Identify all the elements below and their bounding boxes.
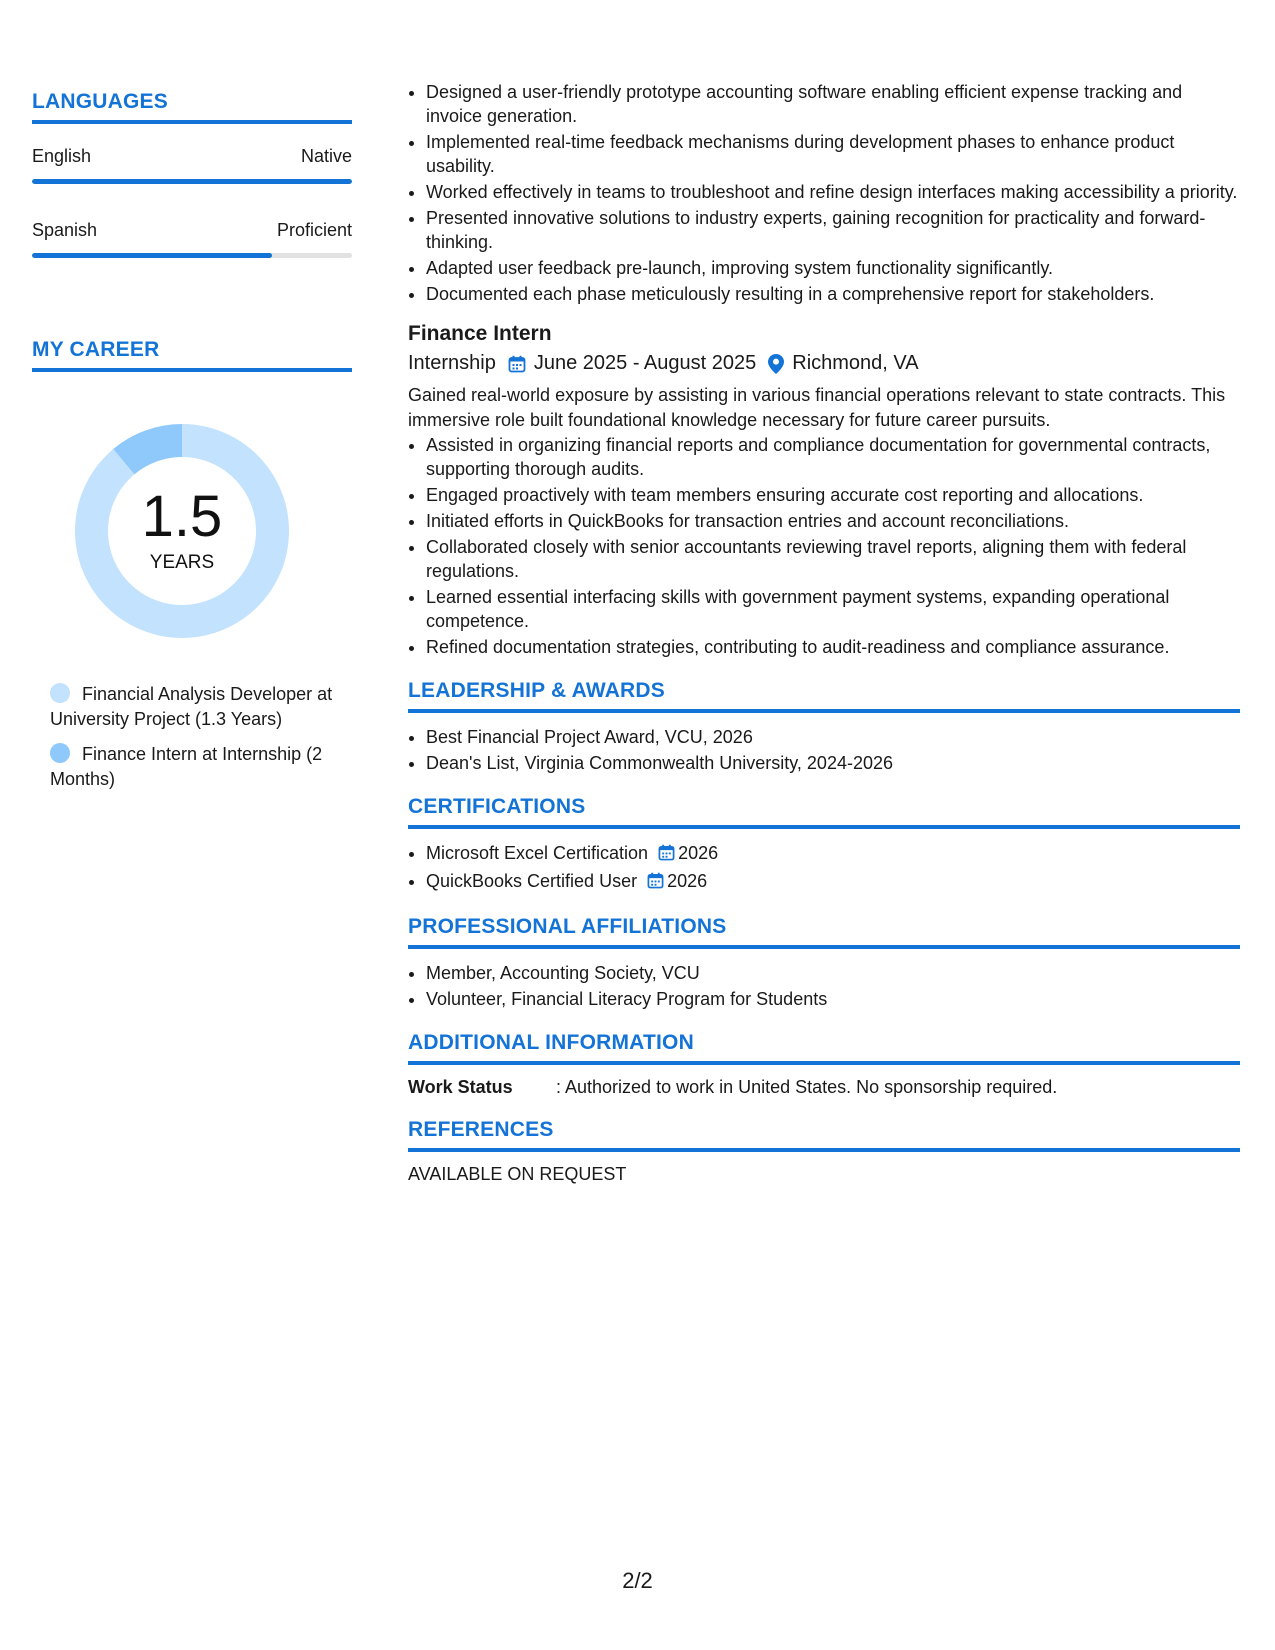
list-item: • Collaborated closely with senior accountants reviewing travel reports, aligning them with federal regulations. <box>426 535 1240 583</box>
list-item: • Assisted in organizing financial reports and compliance documentation for governmental contracts, supporting thorough audits. <box>426 433 1240 481</box>
list-item: • Learned essential interfacing skills with government payment systems, expanding operational competence. <box>426 585 1240 633</box>
additional-info-section <box>408 1031 1240 1098</box>
career-heading: MY CAREER <box>32 338 352 372</box>
references-heading: REFERENCES <box>408 1118 1240 1152</box>
sidebar <box>32 90 352 802</box>
list-item: • Documented each phase meticulously resulting in a comprehensive report for stakeholders. <box>426 282 1240 306</box>
legend-dot <box>50 743 70 763</box>
job-company: Internship <box>408 352 496 374</box>
job-location: Richmond, VA <box>792 352 919 374</box>
list-item: • Implemented real-time feedback mechanisms during development phases to enhance product usability. <box>426 130 1240 178</box>
certifications-section <box>408 795 1240 895</box>
list-item: • Presented innovative solutions to industry experts, gaining recognition for practicality and forward-thinking. <box>426 206 1240 254</box>
references-text: AVAILABLE ON REQUEST <box>408 1164 627 1184</box>
job-title: Finance Intern <box>408 322 552 345</box>
certifications-heading: CERTIFICATIONS <box>408 795 1240 829</box>
language-name: English <box>32 146 92 166</box>
list-item: • Designed a user-friendly prototype accounting software enabling efficient expense tracking and invoice generation. <box>426 80 1240 128</box>
work-status-label: Work Status <box>408 1077 513 1097</box>
list-item <box>426 841 1240 867</box>
main-content <box>408 80 1240 1185</box>
leadership-heading: LEADERSHIP & AWARDS <box>408 679 1240 713</box>
list-item: • Engaged proactively with team members ensuring accurate cost reporting and allocations. <box>426 483 1240 507</box>
language-proficiency-bar <box>32 253 352 258</box>
leadership-section <box>408 679 1240 775</box>
languages-heading: LANGUAGES <box>32 90 352 124</box>
job-dates: June 2025 - August 2025 <box>533 352 757 374</box>
job-entry <box>408 322 1240 659</box>
references-section <box>408 1118 1240 1185</box>
previous-job-bullets <box>408 80 1240 306</box>
language-item <box>32 220 352 258</box>
list-item: • Adapted user feedback pre-launch, improving system functionality significantly. <box>426 256 1240 280</box>
language-level: Native <box>300 146 352 166</box>
legend-item <box>50 742 352 792</box>
language-level: Proficient <box>276 220 352 240</box>
work-status-row <box>408 1077 1240 1098</box>
language-name: Spanish <box>32 220 98 240</box>
certification-year: 2026 <box>667 871 708 891</box>
list-item: • Dean's List, Virginia Commonwealth University, 2024-2026 <box>426 751 1240 775</box>
career-donut-chart <box>67 416 297 646</box>
language-proficiency-fill <box>32 253 272 258</box>
list-item: • Initiated efforts in QuickBooks for transaction entries and account reconciliations. <box>426 509 1240 533</box>
career-donut-center <box>67 416 297 646</box>
affiliations-section <box>408 915 1240 1011</box>
legend-dot <box>50 683 70 703</box>
list-item: • Worked effectively in teams to troubleshoot and refine design interfaces making accessibility a priority. <box>426 180 1240 204</box>
calendar-icon <box>658 843 675 867</box>
job-description: Gained real-world exposure by assisting in various financial operations relevant to state contracts. This immersive role built foundational knowledge necessary for future career pursuits. <box>408 385 1226 430</box>
affiliations-heading: PROFESSIONAL AFFILIATIONS <box>408 915 1240 949</box>
list-item: • Best Financial Project Award, VCU, 2026 <box>426 725 1240 749</box>
calendar-icon <box>647 871 664 895</box>
career-total-value: 1.5 <box>141 484 223 549</box>
job-bullets <box>408 433 1240 659</box>
legend-label: Financial Analysis Developer at University Project (1.3 Years) <box>50 684 333 729</box>
career-total-unit: YEARS <box>149 552 215 573</box>
language-item <box>32 146 352 184</box>
language-proficiency-bar <box>32 179 352 184</box>
job-meta <box>408 352 1240 375</box>
work-status-value: : Authorized to work in United States. No sponsorship required. <box>556 1077 1058 1097</box>
calendar-icon <box>508 355 526 373</box>
language-proficiency-fill <box>32 179 352 184</box>
additional-info-heading: ADDITIONAL INFORMATION <box>408 1031 1240 1065</box>
list-item: • Volunteer, Financial Literacy Program for Students <box>426 987 1240 1011</box>
list-item <box>426 869 1240 895</box>
certification-name: Microsoft Excel Certification <box>426 843 649 863</box>
legend-item <box>50 682 352 732</box>
legend-label: Finance Intern at Internship (2 Months) <box>50 744 323 789</box>
list-item: • Refined documentation strategies, contributing to audit-readiness and compliance assurance. <box>426 635 1240 659</box>
certification-year: 2026 <box>678 843 719 863</box>
page-number: 2/2 <box>622 1568 653 1593</box>
map-pin-icon <box>768 354 784 374</box>
list-item: • Member, Accounting Society, VCU <box>426 961 1240 985</box>
career-legend <box>50 682 352 792</box>
certification-name: QuickBooks Certified User <box>426 871 638 891</box>
